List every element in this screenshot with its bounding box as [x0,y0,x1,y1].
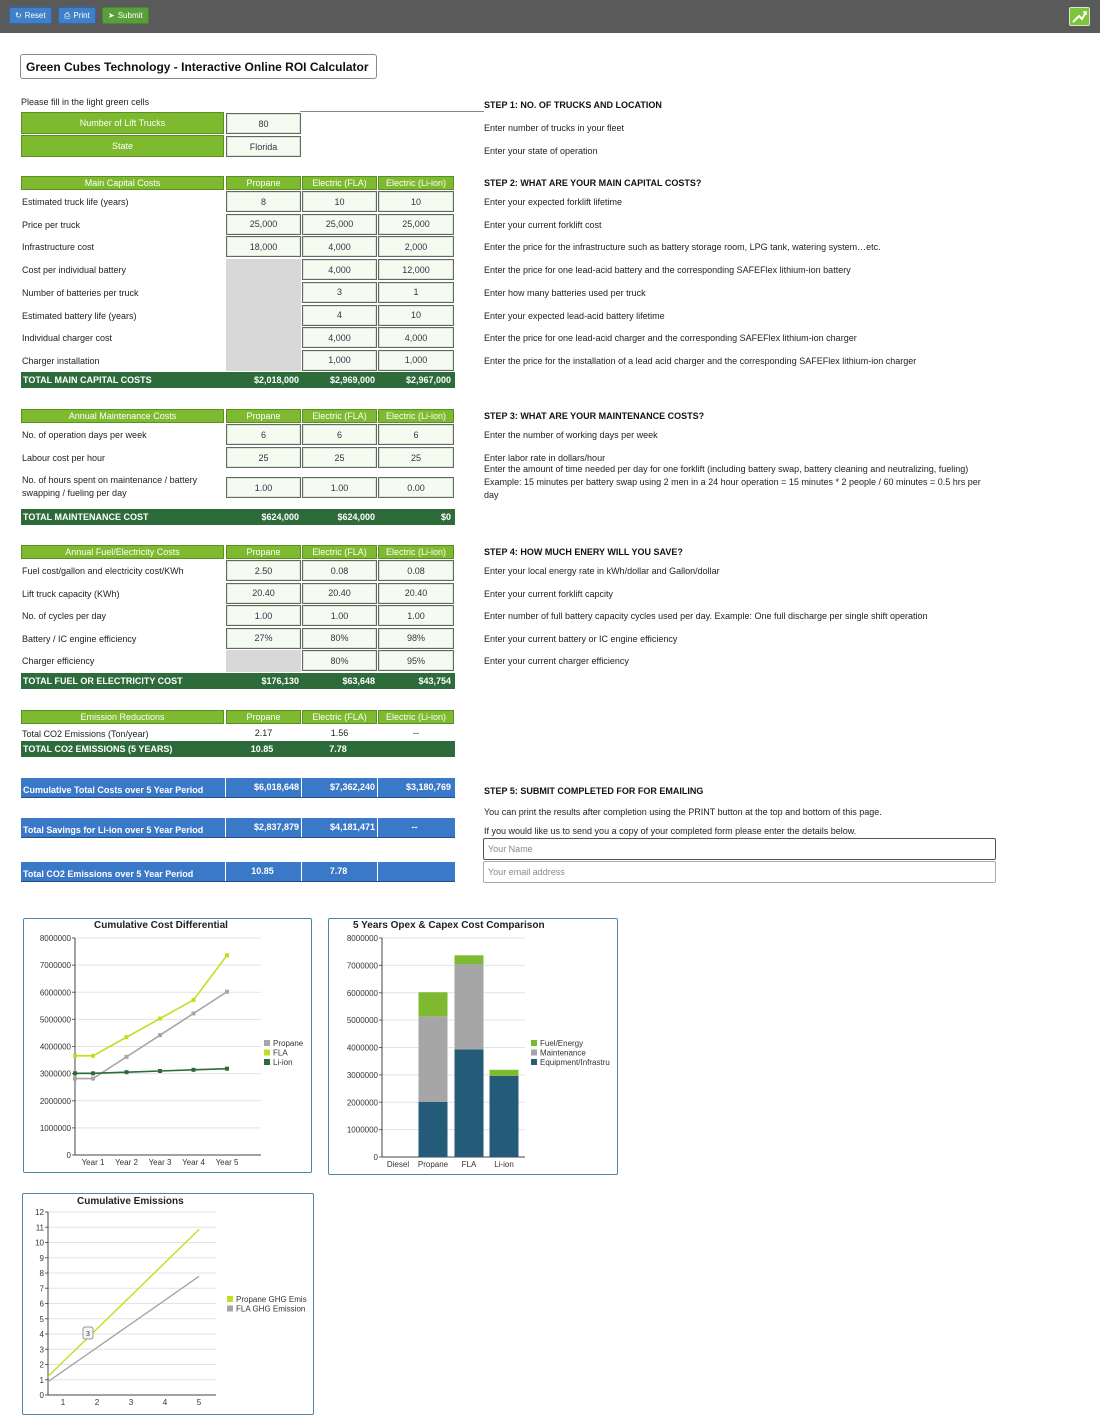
summary-fla: $7,362,240 [301,778,377,797]
y-tick-label: 4000000 [346,1043,378,1053]
page-title: Green Cubes Technology - Interactive Online ROI Calculator [20,54,377,79]
capital-row-desc: Enter your current forklift cost [484,219,602,230]
capital-row-desc: Enter the price for the installation of a lead acid charger and the corresponding SAFEFlex lithium-ion charger [484,355,917,366]
maintenance-row-label: No. of operation days per week [22,430,147,440]
bar-segment-Fuel/Energy [490,1070,519,1076]
capital-input-fla[interactable]: 25,000 [302,214,377,235]
chart-svg [24,919,311,1172]
capital-input-liion[interactable]: 4,000 [378,327,454,348]
fuel-input-fla[interactable]: 80% [302,650,377,671]
capital-input-liion[interactable]: 25,000 [378,214,454,235]
capital-header: Main Capital Costs [21,176,224,190]
opex-capex-chart [328,918,618,1175]
series-line-Li-ion [75,1069,227,1074]
fuel-row-desc: Enter number of full battery capacity cycles used per day. Example: One full discharge per single shift operation [484,611,928,622]
capital-row-desc: Enter how many batteries used per truck [484,287,646,298]
data-point [158,1069,162,1073]
fuel-input-propane[interactable]: 27% [226,628,301,649]
fuel-input-propane[interactable]: 2.50 [226,560,301,581]
capital-input-propane[interactable]: 8 [226,191,301,212]
capital-row-label: Estimated truck life (years) [22,197,129,207]
emission-row-label: Total CO2 Emissions (Ton/year) [22,729,149,739]
step5-line2: If you would like us to send you a copy of your completed form please enter the details below. [484,826,857,836]
fuel-row-desc: Enter your local energy rate in kWh/dollar and Gallon/dollar [484,566,720,576]
capital-input-fla[interactable]: 10 [302,191,377,212]
data-point [125,1055,129,1059]
legend-label: Equipment/Infrastru [540,1058,610,1067]
reset-label: Reset [24,11,46,20]
data-point [225,953,229,957]
maintenance-input-fla[interactable]: 25 [302,447,377,468]
col-propane: Propane [226,409,301,423]
fuel-total-fla: $63,648 [342,676,375,686]
maintenance-row-desc: Enter the number of working days per week [484,430,658,440]
data-point [225,1067,229,1071]
divider [300,111,484,112]
state-input[interactable]: Florida [226,136,301,157]
col-fla: Electric (FLA) [302,176,377,190]
chart-svg [23,1194,313,1414]
x-tick-label: 5 [196,1398,202,1407]
fuel-input-propane[interactable]: 1.00 [226,605,301,626]
capital-input-liion[interactable]: 10 [378,305,454,326]
step2-heading: STEP 2: WHAT ARE YOUR MAIN CAPITAL COSTS? [484,178,702,188]
legend-swatch [264,1050,270,1056]
y-tick-label: 7 [39,1284,44,1294]
trucks-input[interactable]: 80 [226,113,301,134]
x-tick-label: Li-ion [494,1160,514,1169]
submit-button[interactable] [102,7,149,24]
x-tick-label: Diesel [386,1160,410,1169]
emission-header: Emission Reductions [21,710,224,724]
legend-swatch [227,1306,233,1312]
summary-fla: 7.78 [301,862,377,881]
x-tick-label: Year 1 [81,1158,105,1167]
submit-label: Submit [117,11,143,20]
trucks-label: Number of Lift Trucks [21,112,224,134]
summary-liion: -- [377,818,453,837]
series-line-FLA GHG Emission [48,1276,199,1381]
y-tick-label: 7000000 [39,961,71,971]
capital-input-liion[interactable]: 1 [378,282,454,303]
y-tick-label: 6000000 [346,988,378,998]
name-input[interactable]: Your Name [483,838,996,860]
chart-title: 5 Years Opex & Capex Cost Comparison [353,920,545,931]
y-tick-label: 5000000 [39,1015,71,1025]
fuel-input-fla[interactable]: 0.08 [302,560,377,581]
y-tick-label: 0 [39,1391,44,1400]
summary-propane: 10.85 [225,862,301,881]
x-tick-label: Year 3 [148,1158,172,1167]
y-tick-label: 12 [35,1208,44,1217]
capital-total-row [21,372,455,388]
fuel-input-liion[interactable]: 95% [378,650,454,671]
legend-label: Fuel/Energy [540,1039,584,1048]
maintenance-row-label: Labour cost per hour [22,453,106,463]
col-liion: Electric (Li-ion) [378,545,454,559]
y-tick-label: 2000000 [39,1096,71,1106]
state-label: State [21,135,224,157]
capital-row-desc: Enter your expected lead-acid battery lifetime [484,310,665,321]
maintenance-total-liion: $0 [440,512,451,522]
fuel-input-fla[interactable]: 20.40 [302,583,377,604]
capital-total-liion: $2,967,000 [405,375,451,385]
y-tick-label: 11 [35,1223,44,1233]
data-point [125,1035,129,1039]
data-point [125,1070,129,1074]
capital-input-propane[interactable]: 25,000 [226,214,301,235]
fuel-total-label: TOTAL FUEL OR ELECTRICITY COST [23,676,183,686]
capital-row-desc: Enter your expected forklift lifetime [484,197,623,207]
step1-heading: STEP 1: NO. OF TRUCKS AND LOCATION [484,100,662,110]
capital-input-fla[interactable]: 4,000 [302,327,377,348]
chart-title: Cumulative Emissions [77,1196,184,1207]
step1-desc-trucks: Enter number of trucks in your fleet [484,123,625,133]
send-icon: ➤ [108,11,115,20]
chart-title: Cumulative Cost Differential [94,920,228,931]
capital-input-fla[interactable]: 4,000 [302,259,377,280]
data-point [192,1068,196,1072]
y-tick-label: 10 [35,1238,44,1248]
step3-heading: STEP 3: WHAT ARE YOUR MAINTENANCE COSTS? [484,411,705,421]
summary-liion: $3,180,769 [377,778,453,797]
legend-swatch [264,1059,270,1065]
maintenance-total-fla: $624,000 [337,512,375,522]
x-tick-label: 1 [60,1398,66,1407]
summary-co2-row [21,862,455,882]
capital-total-label: TOTAL MAIN CAPITAL COSTS [23,375,152,385]
capital-row-label: Charger installation [22,355,100,366]
maintenance-header: Annual Maintenance Costs [21,409,224,423]
fuel-row-desc: Enter your current charger efficiency [484,656,629,667]
col-fla: Electric (FLA) [302,545,377,559]
fuel-input-liion[interactable]: 98% [378,628,454,649]
y-tick-label: 7000000 [346,961,378,971]
capital-input-liion[interactable]: 2,000 [378,236,454,257]
emission-total-row [21,741,455,757]
data-point [73,1071,77,1075]
data-point [73,1077,77,1081]
reset-button[interactable] [9,7,52,24]
summary-label: Total CO2 Emissions over 5 Year Period [23,869,194,879]
disabled-cells [226,259,301,371]
maintenance-row-desc: Enter labor rate in dollars/hour [484,453,606,463]
fuel-input-fla[interactable]: 80% [302,628,377,649]
y-tick-label: 2 [39,1360,44,1370]
col-fla: Electric (FLA) [302,409,377,423]
y-tick-label: 1000000 [39,1123,71,1133]
capital-input-fla[interactable]: 4,000 [302,236,377,257]
maintenance-input-liion[interactable]: 0.00 [378,477,454,498]
capital-input-fla[interactable]: 3 [302,282,377,303]
y-tick-label: 4 [39,1330,44,1339]
fuel-input-liion[interactable]: 20.40 [378,583,454,604]
capital-input-liion[interactable]: 10 [378,191,454,212]
capital-row-label: Price per truck [22,219,81,230]
y-tick-label: 6 [39,1299,44,1309]
data-point [192,1011,196,1015]
bar-segment-Equipment/Infrastructure [490,1076,519,1157]
fuel-row-label: Fuel cost/gallon and electricity cost/KWh [22,566,184,576]
maintenance-total-row [21,509,455,525]
legend-swatch [264,1040,270,1046]
y-tick-label: 5 [39,1314,44,1324]
step4-heading: STEP 4: HOW MUCH ENERY WILL YOU SAVE? [484,547,683,557]
legend-swatch [531,1040,537,1046]
summary-cumulative-row [21,778,455,798]
refresh-icon: ↻ [15,11,22,20]
cumulative-emissions-chart [22,1193,314,1415]
capital-input-propane[interactable]: 18,000 [226,236,301,257]
legend-label: Propane GHG Emis [236,1295,307,1304]
capital-input-liion[interactable]: 1,000 [378,350,454,371]
x-tick-label: 2 [94,1398,100,1407]
maintenance-row-label: No. of hours spent on maintenance / battery swapping / fueling per day [22,475,198,498]
legend-label: Propane [273,1039,304,1048]
x-tick-label: Propane [417,1160,449,1169]
y-tick-label: 2000000 [346,1098,378,1108]
fuel-input-liion[interactable]: 1.00 [378,605,454,626]
data-point [91,1054,95,1058]
capital-input-fla[interactable]: 4 [302,305,377,326]
data-point [158,1017,162,1021]
data-point [192,998,196,1002]
y-tick-label: 1000000 [346,1125,378,1135]
maintenance-input-fla[interactable]: 1.00 [302,477,377,498]
fuel-total-row [21,673,455,689]
maintenance-input-liion[interactable]: 6 [378,424,454,445]
summary-label: Total Savings for Li-ion over 5 Year Period [23,825,204,835]
fuel-row-desc: Enter your current forklift capcity [484,588,614,599]
summary-propane: $2,837,879 [225,818,301,837]
y-tick-label: 9 [39,1253,44,1263]
bar-segment-Equipment/Infrastructure [419,1102,448,1157]
capital-row-label: Cost per individual battery [22,265,127,276]
bar-segment-Maintenance [455,964,484,1049]
fuel-total-propane: $176,130 [261,676,299,686]
disabled-cell [226,650,301,672]
x-tick-label: Year 2 [115,1158,138,1167]
print-label: Print [73,11,90,20]
email-input[interactable]: Your email address [483,861,996,883]
x-tick-label: 4 [162,1398,168,1407]
legend-swatch [227,1296,233,1302]
maintenance-total-propane: $624,000 [261,512,299,522]
legend-swatch [531,1059,537,1065]
col-liion: Electric (Li-ion) [378,409,454,423]
capital-total-fla: $2,969,000 [329,375,375,385]
top-toolbar [0,0,1100,33]
printer-icon: ⎙ [64,10,71,20]
maintenance-row-desc: Enter the amount of time needed per day for one forklift (including battery swap, battery cleaning and neutralizing, fueling) Example: 15 minutes per battery swap using 2 men in a 24 hour operation = 15 minutes * 2 people / 60 minutes = 0.5 hrs per day [484,464,981,500]
maintenance-total-label: TOTAL MAINTENANCE COST [23,512,149,522]
y-tick-label: 3000000 [39,1069,71,1079]
y-tick-label: 6000000 [39,988,71,998]
bar-segment-Equipment/Infrastructure [455,1049,484,1157]
capital-row-desc: Enter the price for one lead-acid charger and the corresponding SAFEFlex lithium-ion charger [484,333,857,344]
y-tick-label: 8000000 [39,934,71,943]
y-tick-label: 3 [39,1345,44,1355]
emission-fla: 1.56 [330,728,349,738]
fuel-row-label: Lift truck capacity (KWh) [22,588,120,599]
fuel-input-liion[interactable]: 0.08 [378,560,454,581]
emission-liion: -- [413,728,419,738]
data-point [91,1071,95,1075]
y-tick-label: 8000000 [346,934,378,943]
x-tick-label: Year 4 [182,1158,205,1167]
capital-input-liion[interactable]: 12,000 [378,259,454,280]
summary-savings-row [21,818,455,838]
fuel-total-liion: $43,754 [418,676,451,686]
fuel-row-label: Battery / IC engine efficiency [22,633,137,644]
capital-input-fla[interactable]: 1,000 [302,350,377,371]
y-tick-label: 0 [373,1153,378,1162]
capital-row-desc: Enter the price for the infrastructure such as battery storage room, LPG tank, watering system…etc. [484,242,881,253]
bar-segment-Fuel/Energy [455,955,484,964]
legend-swatch [531,1050,537,1056]
maintenance-input-propane[interactable]: 25 [226,447,301,468]
x-tick-label: Year 5 [215,1158,239,1167]
legend-label: FLA [273,1048,288,1058]
x-tick-label: 3 [128,1398,134,1407]
summary-propane: $6,018,648 [225,778,301,797]
maintenance-input-propane[interactable]: 6 [226,424,301,445]
chart-svg [329,919,617,1174]
legend-label: FLA GHG Emission [236,1304,306,1314]
y-tick-label: 4000000 [39,1042,71,1052]
summary-liion [377,862,453,881]
x-tick-label: FLA [461,1160,477,1169]
legend-label: Maintenance [540,1048,586,1058]
maintenance-input-propane[interactable]: 1.00 [226,477,301,498]
fuel-row-label: No. of cycles per day [22,611,107,622]
step1-desc-state: Enter your state of operation [484,146,598,156]
capital-total-propane: $2,018,000 [253,375,299,385]
data-point [91,1077,95,1081]
summary-fla: $4,181,471 [301,818,377,837]
cumulative-cost-chart [23,918,312,1173]
col-propane: Propane [226,545,301,559]
data-point [225,990,229,994]
data-point [73,1054,77,1058]
y-tick-label: 1 [39,1375,44,1385]
col-fla: Electric (FLA) [302,710,377,724]
emission-total-label: TOTAL CO2 EMISSIONS (5 YEARS) [23,744,173,754]
col-liion: Electric (Li-ion) [378,710,454,724]
legend-label: Li-ion [273,1058,293,1067]
emission-total-fla: 7.78 [329,744,347,754]
fuel-row-label: Charger efficiency [22,656,95,667]
emission-total-propane: 10.85 [250,744,274,754]
emission-propane: 2.17 [254,728,273,738]
summary-label: Cumulative Total Costs over 5 Year Period [23,785,204,795]
col-propane: Propane [226,710,301,724]
capital-row-label: Estimated battery life (years) [22,310,137,321]
y-tick-label: 3000000 [346,1070,378,1080]
y-tick-label: 5000000 [346,1016,378,1026]
fuel-header: Annual Fuel/Electricity Costs [21,545,224,559]
col-liion: Electric (Li-ion) [378,176,454,190]
capital-row-label: Infrastructure cost [22,242,95,253]
data-point [158,1033,162,1037]
maintenance-input-liion[interactable]: 25 [378,447,454,468]
instruction-text: Please fill in the light green cells [21,97,150,107]
series-line-Propane [75,992,227,1079]
capital-row-desc: Enter the price for one lead-acid battery and the corresponding SAFEFlex lithium-ion battery [484,265,851,276]
tooltip-label: 3 [86,1331,90,1338]
fuel-row-desc: Enter your current battery or IC engine efficiency [484,633,678,644]
capital-row-label: Individual charger cost [22,333,113,344]
capital-row-label: Number of batteries per truck [22,287,139,298]
bar-segment-Maintenance [419,1016,448,1101]
fuel-input-propane[interactable]: 20.40 [226,583,301,604]
y-tick-label: 0 [66,1151,71,1160]
col-propane: Propane [226,176,301,190]
bar-segment-Fuel/Energy [419,992,448,1016]
step5-line1: You can print the results after completion using the PRINT button at the top and bottom of this page. [484,807,882,817]
step5-heading: STEP 5: SUBMIT COMPLETED FOR FOR EMAILING [484,786,704,796]
y-tick-label: 8 [39,1269,44,1278]
maintenance-input-fla[interactable]: 6 [302,424,377,445]
green-cubes-logo-icon[interactable] [1069,7,1090,26]
fuel-input-fla[interactable]: 1.00 [302,605,377,626]
print-button[interactable] [58,7,96,24]
